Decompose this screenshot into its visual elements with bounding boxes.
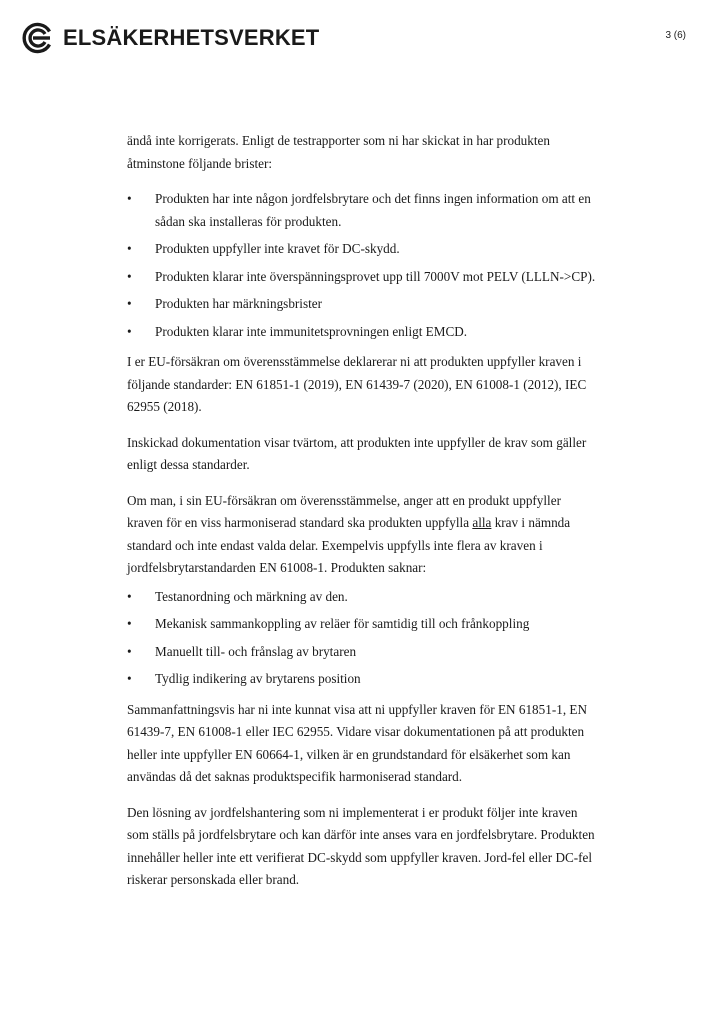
bullet: • <box>127 643 132 659</box>
paragraph-2: I er EU-försäkran om överensstämmelse deklarerar ni att produkten uppfyller kraven i följande standarder: EN 61851-1 (2019), EN 61439-7 (2020), EN 61008-1 (2012), IEC 62955 (2018). <box>127 354 587 414</box>
missing-features-list <box>127 586 597 691</box>
list-item: • Produkten klarar inte immunitetsprovningen enligt EMCD. <box>127 321 597 344</box>
list-item: • Produkten har märkningsbrister <box>127 293 597 316</box>
bullet: • <box>127 323 132 339</box>
elsakerhetsverket-logo-icon <box>22 22 54 54</box>
list-item: • Manuellt till- och frånslag av brytaren <box>127 641 597 664</box>
paragraph-3: Inskickad dokumentation visar tvärtom, att produkten inte uppfyller de krav som gäller enligt dessa standarder. <box>127 434 587 472</box>
bullet: • <box>127 191 132 206</box>
bullet: • <box>127 296 132 311</box>
bullet: • <box>127 241 132 256</box>
list-item: • Testanordning och märkning av den. <box>127 586 597 609</box>
logo-text: ELSÄKERHETSVERKET <box>63 25 320 50</box>
paragraph-1: ändå inte korrigerats. Enligt de testrapporter som ni har skickat in har produkten åtminstone följande brister: <box>127 133 550 171</box>
emphasis-all: alla <box>472 515 492 530</box>
list-item: • Tydlig indikering av brytarens position <box>127 668 597 691</box>
list-item: • Produkten klarar inte överspänningsprovet upp till 7000V mot PELV (LLLN->CP). <box>127 266 597 289</box>
list-item: • Mekanisk sammankoppling av reläer för samtidig till och frånkoppling <box>127 613 597 636</box>
bullet: • <box>127 588 132 604</box>
bullet: • <box>127 268 132 284</box>
bullet: • <box>127 616 132 631</box>
page-number: 3 (6) <box>665 30 686 41</box>
letter-body <box>127 130 597 905</box>
letterhead <box>22 22 319 54</box>
bullet: • <box>127 671 132 686</box>
list-item: • Produkten uppfyller inte kravet för DC-skydd. <box>127 238 597 261</box>
paragraph-5: Sammanfattningsvis har ni inte kunnat visa att ni uppfyller kraven för EN 61851-1, EN 61439-7, EN 61008-1 eller IEC 62955. Vidare visar dokumentationen på att produkten heller inte uppfyller EN 60664-1, vilken är en grundstandard för elsäkerhet som kan användas då det saknas produktspecifik harmoniserad standard. <box>127 701 587 784</box>
list-item: • Produkten har inte någon jordfelsbrytare och det finns ingen information om att en sådan ska installeras för produkten. <box>127 188 597 233</box>
deficiency-list <box>127 188 597 343</box>
paragraph-4: Om man, i sin EU-försäkran om överensstämmelse, anger att en produkt uppfyller kraven för en viss harmoniserad standard ska produkten uppfylla alla krav i nämnda standard och inte endast valda delar. Exempelvis uppfylls inte flera av kraven i jordfelsbrytarstandarden EN 61008-1. Produkten saknar: <box>127 492 571 575</box>
paragraph-6: Den lösning av jordfelshantering som ni implementerat i er produkt följer inte kraven som ställs på jordfelsbrytare och kan därför inte anses vara en jordfelsbrytare. Produkten innehåller heller inte ett verifierat DC-skydd som uppfyller kraven. Jord-fel eller DC-fel riskerar personskada eller brand. <box>127 804 595 887</box>
